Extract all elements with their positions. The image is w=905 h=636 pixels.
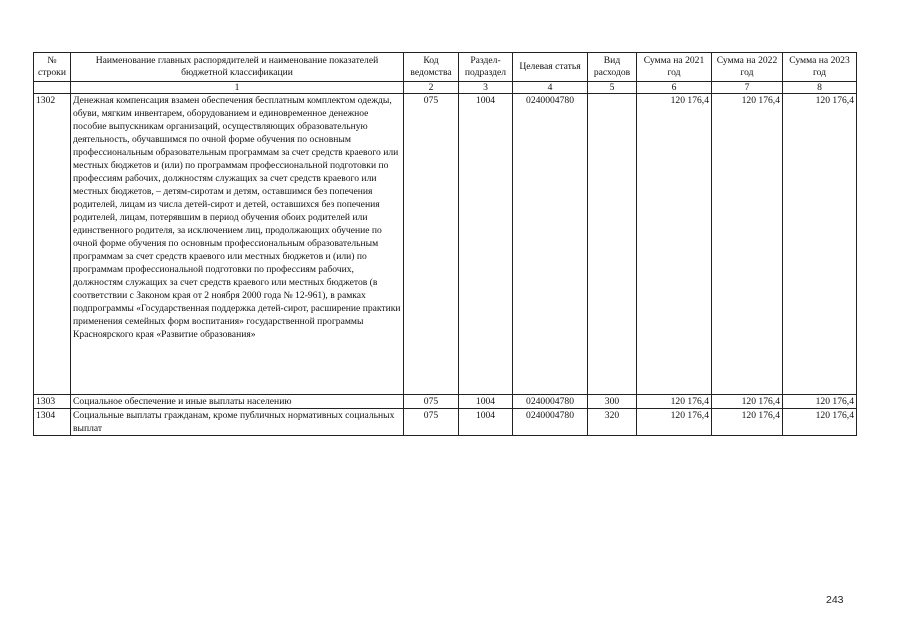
column-number: 3: [459, 82, 513, 94]
row-target: 0240004780: [513, 94, 588, 395]
row-sum-2023: 120 176,4: [783, 395, 857, 409]
row-kind: 300: [588, 395, 637, 409]
row-kind: [588, 94, 637, 395]
header-section: Раздел-подраздел: [459, 53, 513, 82]
row-sum-2023: 120 176,4: [783, 94, 857, 395]
row-section: 1004: [459, 409, 513, 436]
row-kind: 320: [588, 409, 637, 436]
row-number: 1303: [34, 395, 71, 409]
column-numbers-row: [34, 82, 857, 94]
header-target: Целевая статья: [513, 53, 588, 82]
row-sum-2021: 120 176,4: [637, 409, 712, 436]
row-sum-2021: 120 176,4: [637, 395, 712, 409]
row-number: 1302: [34, 94, 71, 395]
row-sum-2022: 120 176,4: [712, 94, 783, 395]
row-sum-2023: 120 176,4: [783, 409, 857, 436]
row-target: 0240004780: [513, 409, 588, 436]
table-row: [34, 409, 857, 436]
header-sum-2023: Сумма на 2023 год: [783, 53, 857, 82]
header-sum-2022: Сумма на 2022 год: [712, 53, 783, 82]
row-sum-2021: 120 176,4: [637, 94, 712, 395]
table-row: [34, 94, 857, 395]
column-number: 1: [71, 82, 404, 94]
row-number: 1304: [34, 409, 71, 436]
column-number: 4: [513, 82, 588, 94]
column-number: 8: [783, 82, 857, 94]
header-code: Код ведомства: [404, 53, 459, 82]
row-name: Социальное обеспечение и иные выплаты населению: [71, 395, 404, 409]
header-sum-2021: Сумма на 2021 год: [637, 53, 712, 82]
column-number: 5: [588, 82, 637, 94]
column-number: 2: [404, 82, 459, 94]
column-number: 6: [637, 82, 712, 94]
page-number: 243: [826, 594, 844, 606]
row-sum-2022: 120 176,4: [712, 409, 783, 436]
budget-table: [33, 52, 857, 436]
column-number: 7: [712, 82, 783, 94]
row-name: Денежная компенсация взамен обеспечения бесплатным комплектом одежды, обуви, мягким инвентарем, оборудованием и единовременное денежное пособие выпускникам организаций, осуществляющих образовательную деятельность, обучавшимся по очной форме обучения по основным профессиональным образовательным программам за счет средств краевого или местных бюджетов и (или) по программам профессиональной подготовки по профессиям рабочих, должностям служащих за счет средств краевого или местных бюджетов, – детям-сиротам и детям, оставшимся без попечения родителей, лицам из числа детей-сирот и детей, оставшихся без попечения родителей, лицам, потерявшим в период обучения обоих родителей или единственного родителя, за исключением лиц, продолжающих обучение по очной форме обучения по основным профессиональным образовательным программам за счет средств краевого или местных бюджетов и (или) по программам профессиональной подготовки по профессиям рабочих, должностям служащих за счет средств краевого или местных бюджетов (в соответствии с Законом края от 2 ноября 2000 года № 12-961), в рамках подпрограммы «Государственная поддержка детей-сирот, расширение практики применения семейных форм воспитания» государственной программы Красноярского края «Развитие образования»: [71, 94, 404, 395]
row-code: 075: [404, 94, 459, 395]
header-name: Наименование главных распорядителей и наименование показателей бюджетной классификации: [71, 53, 404, 82]
row-target: 0240004780: [513, 395, 588, 409]
row-section: 1004: [459, 395, 513, 409]
row-code: 075: [404, 395, 459, 409]
table-header-row: [34, 53, 857, 82]
row-code: 075: [404, 409, 459, 436]
row-name: Социальные выплаты гражданам, кроме публичных нормативных социальных выплат: [71, 409, 404, 436]
row-sum-2022: 120 176,4: [712, 395, 783, 409]
table-row: [34, 395, 857, 409]
column-number-blank: [34, 82, 71, 94]
row-section: 1004: [459, 94, 513, 395]
header-num: № строки: [34, 53, 71, 82]
header-kind: Вид расходов: [588, 53, 637, 82]
